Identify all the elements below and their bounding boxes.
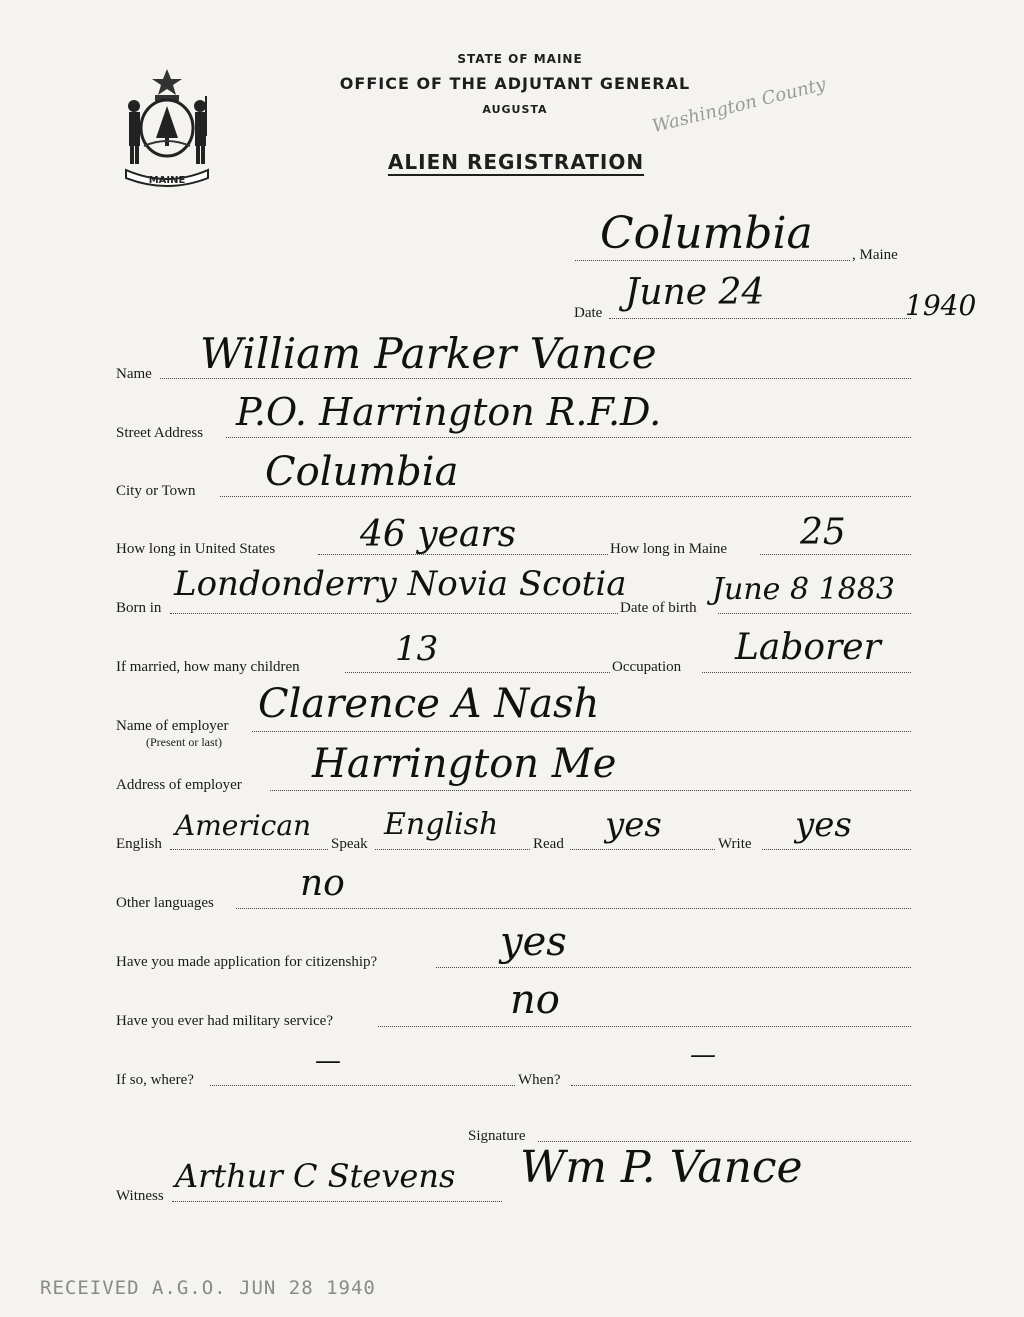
city-or-town-line [220,496,911,497]
military-label: Have you ever had military service? [116,1013,333,1029]
write-value: yes [795,805,852,845]
state-heading: STATE OF MAINE [457,52,583,66]
date-of-birth-value: June 8 1883 [712,572,895,607]
how-long-maine-label: How long in Maine [610,541,728,557]
employer-name-value: Clarence A Nash [258,681,600,727]
citizenship-label: Have you made application for citizenship? [116,954,378,970]
when-value: — [690,1040,716,1070]
maine-suffix: , Maine [852,247,898,263]
street-address-line [226,437,911,438]
read-value: yes [605,805,662,845]
name-label: Name [116,366,152,382]
seal-banner-text: MAINE [148,175,186,186]
military-line [378,1026,911,1027]
citizenship-value: yes [500,919,567,965]
city-or-town-value: Columbia [265,449,459,495]
employer-address-value: Harrington Me [312,741,617,787]
children-value: 13 [395,629,439,669]
date-value: June 24 [625,272,765,313]
city-heading: AUGUSTA [482,103,548,116]
city-or-town-label: City or Town [116,483,196,499]
received-stamp: RECEIVED A.G.O. JUN 28 1940 [40,1277,376,1299]
occupation-line [702,672,911,673]
occupation-value: Laborer [735,627,881,668]
witness-line [172,1201,502,1202]
when-line [571,1085,911,1086]
street-address-value: P.O. Harrington R.F.D. [236,390,662,434]
read-label: Read [533,836,564,852]
signature-value: Wm P. Vance [520,1142,803,1193]
born-in-line [170,613,618,614]
how-long-maine-line [760,554,911,555]
english-line [170,849,328,850]
signature-label: Signature [468,1128,526,1144]
other-languages-value: no [300,863,345,904]
name-value: William Parker Vance [200,329,657,378]
street-address-label: Street Address [116,425,204,441]
town-value: Columbia [600,208,813,259]
read-line [570,849,715,850]
date-label: Date [574,305,603,321]
english-label: English [116,836,162,852]
born-in-value: Londonderry Novia Scotia [174,564,627,604]
write-line [762,849,911,850]
other-languages-line [236,908,911,909]
how-long-maine-value: 25 [800,512,846,553]
if-so-where-line [210,1085,515,1086]
english-value: American [175,809,312,842]
employer-name-label: Name of employer [116,718,229,734]
when-label: When? [518,1072,561,1088]
pencil-county-note: Washington County [650,73,828,138]
citizenship-line [436,967,911,968]
form-title: ALIEN REGISTRATION [387,150,645,174]
office-heading: OFFICE OF THE ADJUTANT GENERAL [339,74,691,93]
date-of-birth-label: Date of birth [620,600,697,616]
if-so-where-value: — [315,1046,341,1076]
children-label: If married, how many children [116,659,300,675]
witness-label: Witness [116,1188,164,1204]
born-in-label: Born in [116,600,162,616]
town-line [575,260,850,261]
employer-address-label: Address of employer [116,777,242,793]
other-languages-label: Other languages [116,895,214,911]
how-long-us-label: How long in United States [116,541,276,557]
date-year-value: 1940 [905,289,977,322]
if-so-where-label: If so, where? [116,1072,194,1088]
occupation-label: Occupation [612,659,682,675]
employer-name-sublabel: (Present or last) [146,735,222,749]
maine-seal-icon [112,66,222,191]
how-long-us-value: 46 years [360,514,517,555]
employer-address-line [270,790,911,791]
speak-value: English [384,807,499,842]
military-value: no [510,977,560,1023]
employer-name-line [252,731,911,732]
speak-label: Speak [331,836,368,852]
name-line [160,378,911,379]
date-line [609,318,911,319]
date-of-birth-line [718,613,911,614]
children-line [345,672,610,673]
speak-line [375,849,530,850]
write-label: Write [718,836,752,852]
witness-value: Arthur C Stevens [175,1157,456,1195]
